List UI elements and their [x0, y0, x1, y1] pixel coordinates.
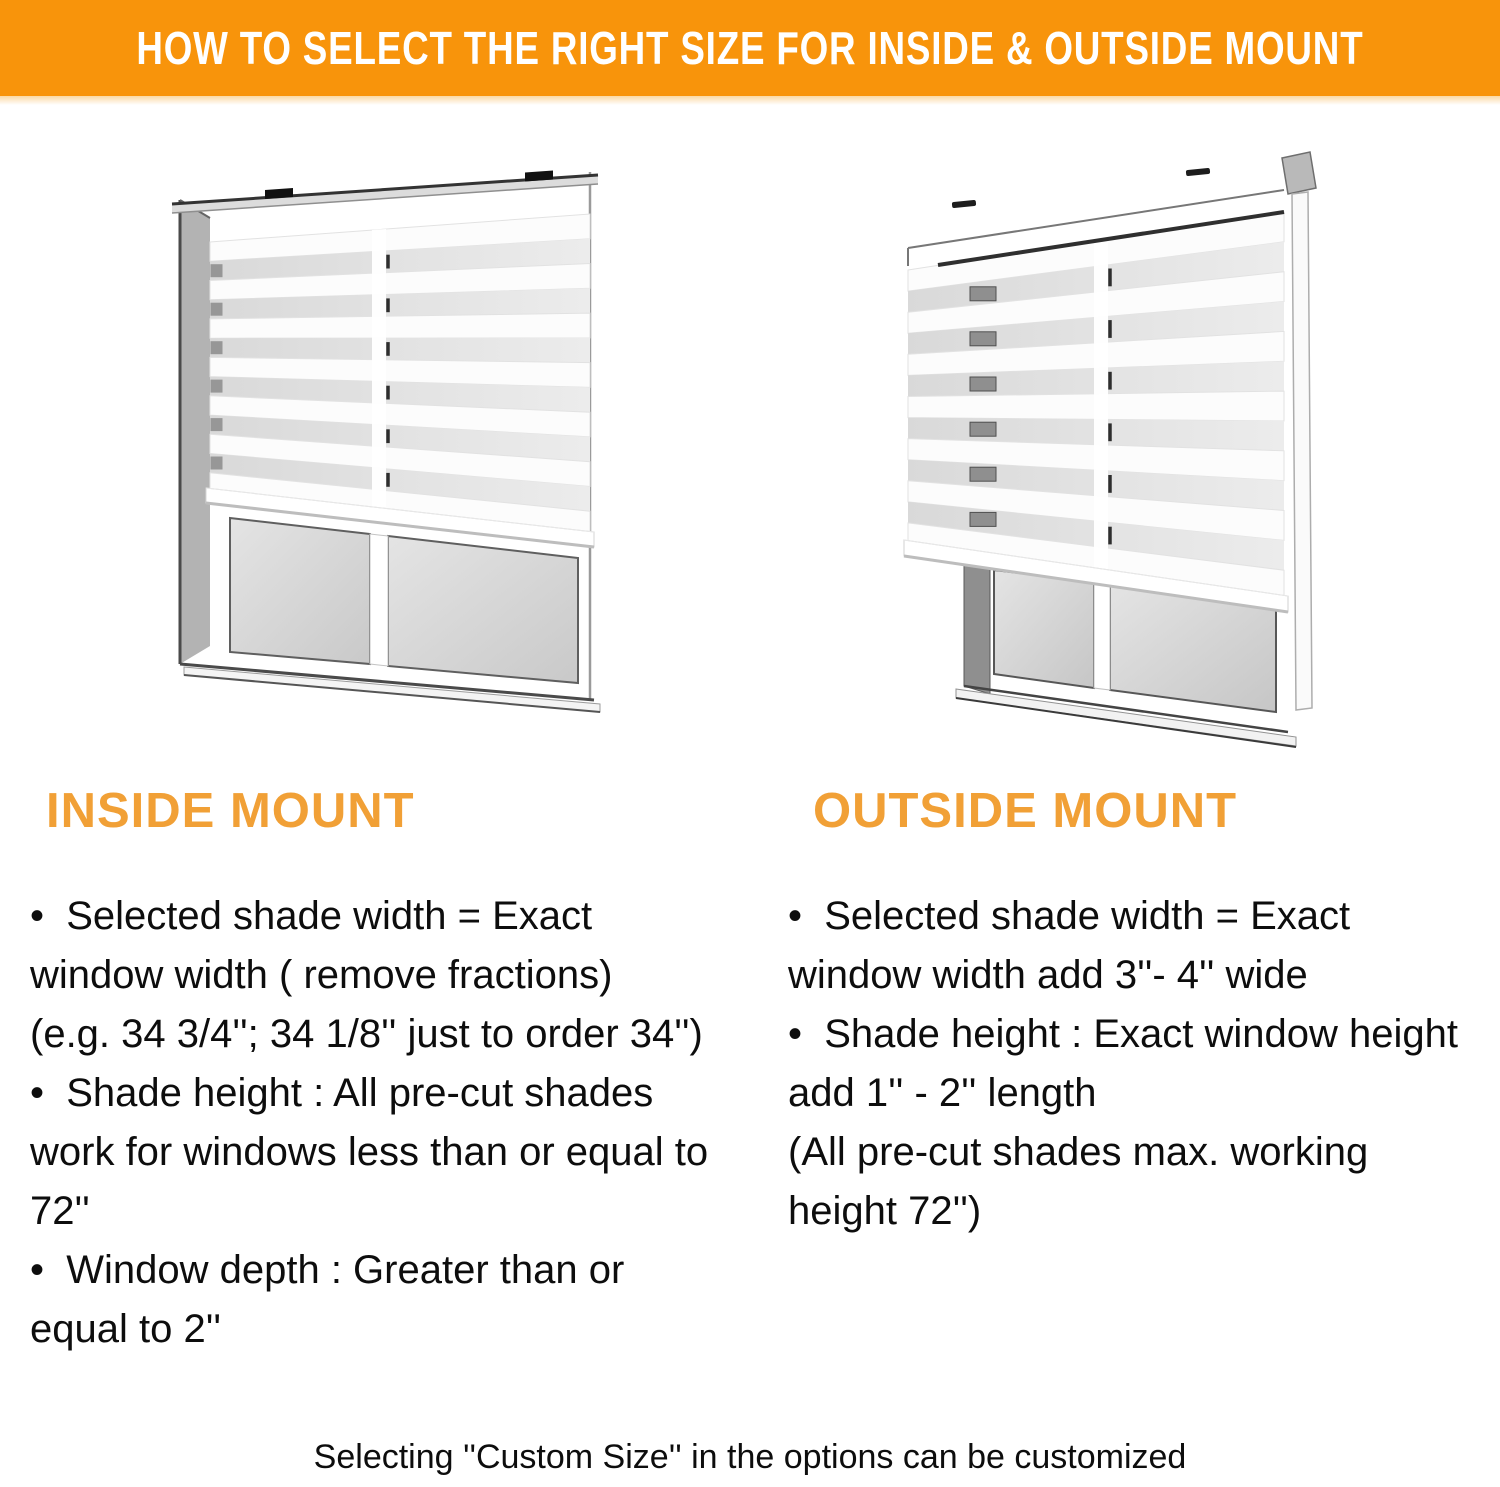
text-line: (All pre-cut shades max. working: [788, 1130, 1369, 1174]
text-line: • Selected shade width = Exact: [788, 894, 1351, 938]
outside-mount-notes: [788, 887, 1488, 1241]
headrail: [172, 171, 598, 214]
text-line: • Shade height : Exact window height: [788, 1012, 1458, 1056]
text-line: equal to 2'': [30, 1307, 221, 1351]
board-end-cap: [1282, 152, 1316, 194]
text-line: add 1'' - 2'' length: [788, 1071, 1097, 1115]
text-line: 72'': [30, 1189, 90, 1233]
text-line: window width add 3''- 4'' wide: [788, 953, 1308, 997]
custom-size-note: Selecting ''Custom Size'' in the options can be customized: [313, 1438, 1187, 1476]
inside-mount-notes: [30, 887, 745, 1359]
zebra-shade: [210, 214, 590, 536]
outside-mount-heading: OUTSIDE MOUNT: [813, 784, 1238, 838]
text-line: • Shade height : All pre-cut shades: [30, 1071, 654, 1115]
mounting-bracket: [952, 200, 976, 208]
text-line: • Selected shade width = Exact: [30, 894, 593, 938]
inside-mount-illustration: [166, 156, 606, 716]
zebra-shade: [908, 212, 1284, 600]
text-line: (e.g. 34 3/4''; 34 1/8'' just to order 34''): [30, 1012, 703, 1056]
text-line: • Window depth : Greater than or: [30, 1248, 625, 1292]
banner-title: HOW TO SELECT THE RIGHT SIZE FOR INSIDE & OUTSIDE MOUNT: [136, 22, 1364, 74]
mounting-bracket: [1186, 168, 1210, 176]
banner: [0, 0, 1500, 96]
banner-fade: [0, 96, 1500, 105]
window-left-jamb: [964, 562, 990, 694]
window-glass: [994, 570, 1094, 688]
text-line: window width ( remove fractions): [30, 953, 613, 997]
wall-return-strip: [1292, 192, 1312, 710]
inside-mount-heading: INSIDE MOUNT: [46, 784, 415, 838]
text-line: height 72''): [788, 1189, 982, 1233]
text-line: work for windows less than or equal to: [30, 1130, 709, 1174]
outside-mount-illustration: [898, 148, 1328, 748]
window-glass: [230, 518, 578, 683]
